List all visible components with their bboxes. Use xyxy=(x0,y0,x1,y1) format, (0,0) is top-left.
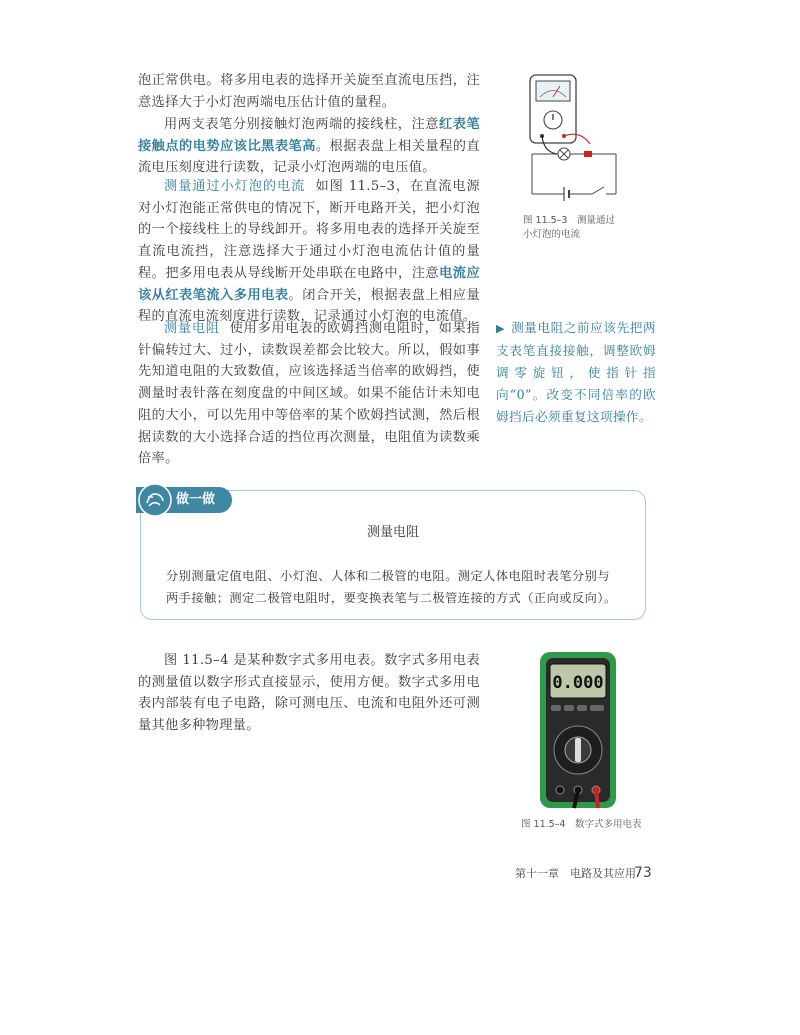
side-note xyxy=(496,317,656,428)
paragraph-text: 泡正常供电。将多用电表的选择开关旋至直流电压挡，注意选择大于小灯泡两端电压估计值的量程。 xyxy=(138,73,480,110)
caption-line: 小灯泡的电流 xyxy=(523,229,581,240)
highlight-text: 红表笔接触点的电势应该比黑表笔高 xyxy=(138,117,480,154)
highlight-text: 电流应该从红表笔流入多用电表 xyxy=(138,265,480,303)
section-heading-resistance: 测量电阻 xyxy=(164,321,220,336)
caption-line: 图 11.5–3 测量通过 xyxy=(523,215,615,226)
figure-analog-meter-circuit xyxy=(520,70,630,210)
activity-hand-icon xyxy=(138,483,172,517)
activity-badge-label: 做一做 xyxy=(176,492,216,507)
paragraph-measure-resistance xyxy=(138,318,480,470)
paragraph-text: 用两支表笔分别接触灯泡两端的接线柱，注意 xyxy=(164,117,439,132)
paragraph-voltage-continued xyxy=(138,70,480,113)
activity-title: 测量电阻 xyxy=(366,525,419,540)
paragraph-probe-contact xyxy=(138,114,480,179)
activity-body: 分别测量定值电阻、小灯泡、人体和二极管的电阻。测定人体电阻时表笔分别与两手接触；测定二极管电阻时，要变换表笔与二极管连接的方式（正向或反向）。 xyxy=(166,569,617,605)
paragraph-text: 如图 11.5–3，在直流电源对小灯泡能正常供电的情况下，断开电路开关，把小灯泡的一个接线柱上的导线卸开。将多用电表的选择开关旋至直流电流挡，注意选择大于通过小灯泡电流估计值的量程。把多用电表从导线断开处串联在电路中，注意 xyxy=(138,179,480,281)
paragraph-text: 。闭合开关，根据表盘上相应量程的直流电流刻度进行读数，记录通过小灯泡的电流值。 xyxy=(138,287,480,325)
chapter-footer: 第十一章 电路及其应用 xyxy=(515,867,636,880)
triangle-bullet-icon: ▶ xyxy=(496,322,506,335)
side-note-text: 测量电阻之前应该先把两支表笔直接接触，调整欧姆调零旋钮，使指针指向“0”。改变不同倍率的欧姆挡后必须重复这项操作。 xyxy=(496,320,656,424)
paragraph-digital-meter xyxy=(138,650,480,737)
figure-caption-11-5-4: 图 11.5–4 数字式多用电表 xyxy=(521,819,642,830)
figure-digital-multimeter xyxy=(538,650,618,810)
section-heading-current: 测量通过小灯泡的电流 xyxy=(164,179,306,194)
lcd-readout: 0.000 xyxy=(552,673,604,693)
figure-caption-11-5-3 xyxy=(523,214,615,242)
paragraph-text: 图 11.5–4 是某种数字式多用电表。数字式多用电表的测量值以数字形式直接显示，使用方便。数字式多用电表内部装有电子电路，除可测电压、电流和电阻外还可测量其他多种物理量。 xyxy=(138,653,480,734)
paragraph-measure-current xyxy=(138,176,480,328)
paragraph-text: 。根据表盘上相关量程的直流电压刻度进行读数，记录小灯泡两端的电压值。 xyxy=(138,138,480,176)
paragraph-text: 使用多用电表的欧姆挡测电阻时，如果指针偏转过大、过小，读数误差都会比较大。所以，假如事先知道电阻的大致数值，应该选择适当倍率的欧姆挡，使测量时表针落在刻度盘的中间区域。如果不能估计未知电阻的大小，可以先用中等倍率的某个欧姆挡试测，然后根据读数的大小选择合适的挡位再次测量，电阻值为读数乘倍率。 xyxy=(138,321,480,467)
page-number: 73 xyxy=(634,865,652,881)
